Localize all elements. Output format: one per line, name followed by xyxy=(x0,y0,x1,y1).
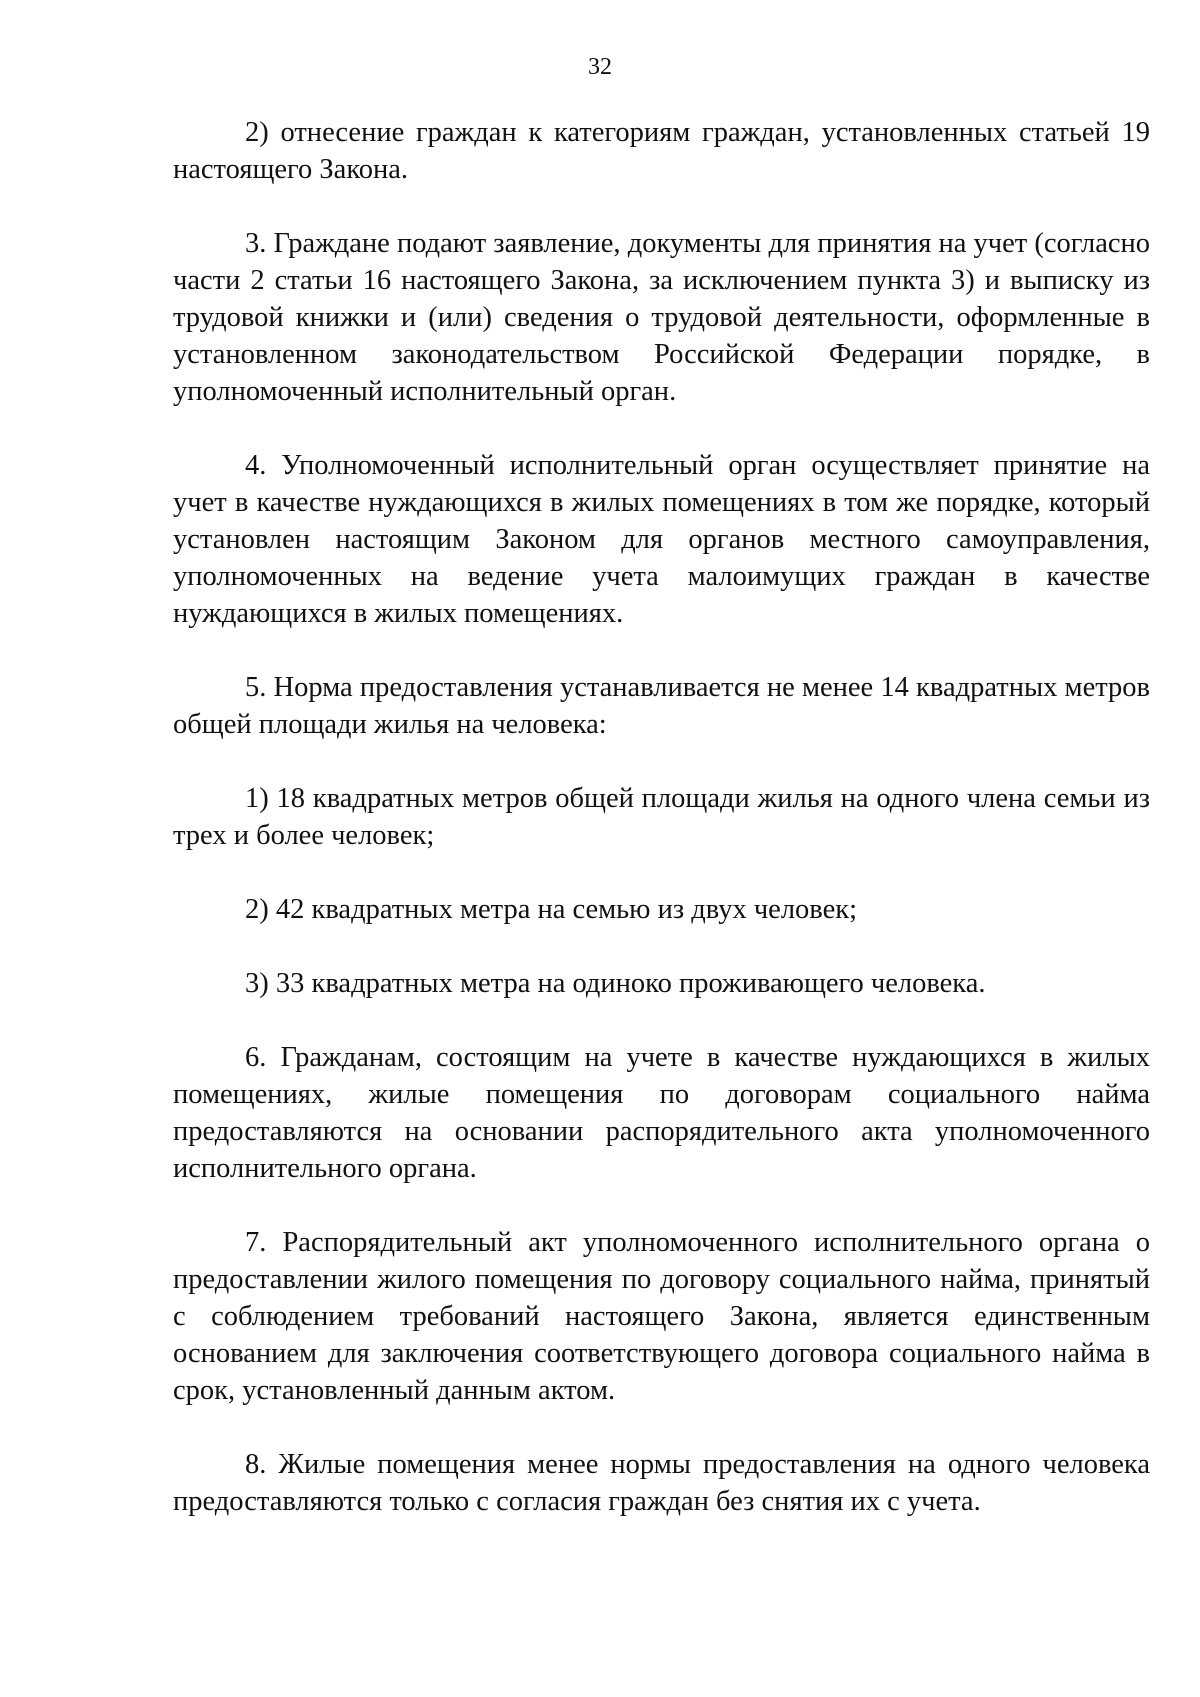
paragraph-8-below-norm: 8. Жилые помещения менее нормы предоставления на одного человека предоставляются только с согласия граждан без снятия их с учета. xyxy=(173,1449,1150,1517)
paragraph-item-2-categories: 2) отнесение граждан к категориям граждан, установленных статьей 19 настоящего Закона. xyxy=(173,117,1150,185)
paragraph-6-social-rent: 6. Гражданам, состоящим на учете в качестве нуждающихся в жилых помещениях, жилые помещения по договорам социального найма предоставляются на основании распорядительного акта уполномоченного исполнительного органа. xyxy=(173,1042,1150,1184)
norm-item-1: 1) 18 квадратных метров общей площади жилья на одного члена семьи из трех и более человек; xyxy=(173,783,1150,851)
norm-item-3: 3) 33 квадратных метра на одиноко проживающего человека. xyxy=(245,968,986,999)
paragraph-4-registration: 4. Уполномоченный исполнительный орган осуществляет принятие на учет в качестве нуждающихся в жилых помещениях в том же порядке, который установлен настоящим Законом для органов местного самоуправления, уполномоченных на ведение учета малоимущих граждан в качестве нуждающихся в жилых помещениях. xyxy=(173,450,1150,629)
norm-item-2: 2) 42 квадратных метра на семью из двух человек; xyxy=(245,894,857,925)
document-body xyxy=(173,114,1150,1557)
paragraph-3-application: 3. Граждане подают заявление, документы для принятия на учет (согласно части 2 статьи 16 настоящего Закона, за исключением пункта 3) и выписку из трудовой книжки и (или) сведения о трудовой деятельности, оформленные в установленном законодательством Российской Федерации порядке, в уполномоченный исполнительный орган. xyxy=(173,228,1150,407)
paragraph-7-administrative-act: 7. Распорядительный акт уполномоченного исполнительного органа о предоставлении жилого помещения по договору социального найма, принятый с соблюдением требований настоящего Закона, является единственным основанием для заключения соответствующего договора социального найма в срок, установленный данным актом. xyxy=(173,1227,1150,1406)
page-number: 32 xyxy=(588,54,612,80)
paragraph-5-provision-norm: 5. Норма предоставления устанавливается не менее 14 квадратных метров общей площади жилья на человека: xyxy=(173,672,1150,740)
